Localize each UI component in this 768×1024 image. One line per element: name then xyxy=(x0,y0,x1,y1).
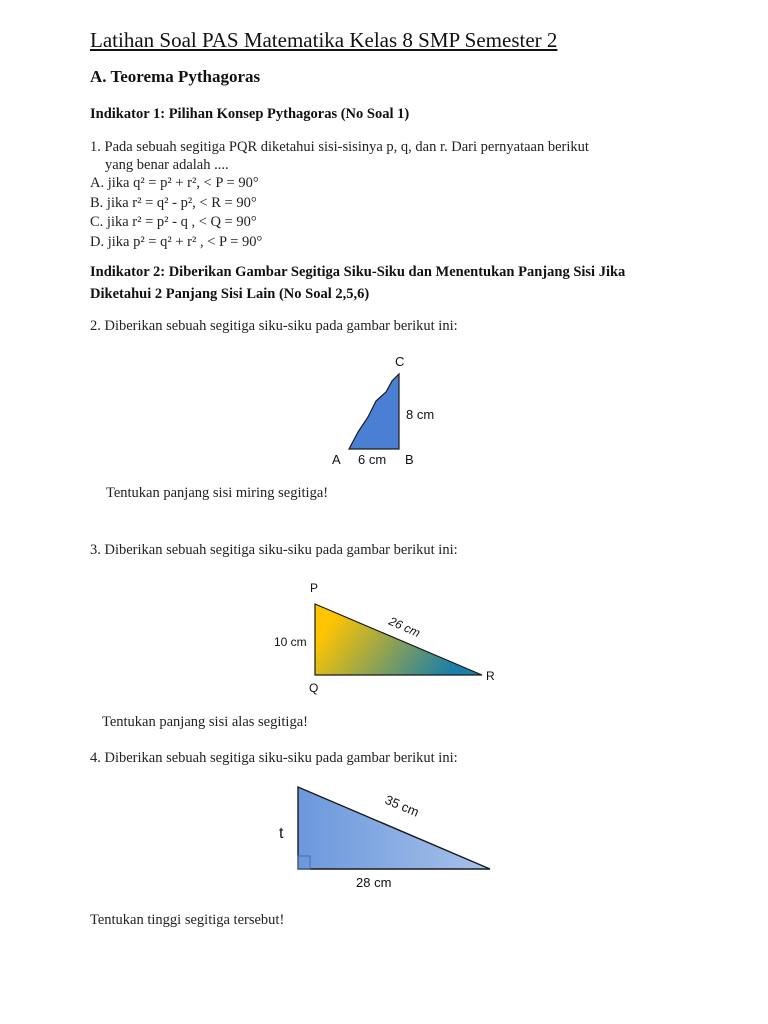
side-pq-label: 10 cm xyxy=(274,635,307,649)
question-4-prompt: Tentukan tinggi segitiga tersebut! xyxy=(90,912,285,928)
indikator-2-heading-line-1: Indikator 2: Diberikan Gambar Segitiga Siku-Siku dan Menentukan Panjang Sisi Jika xyxy=(90,264,626,280)
question-3-prompt: Tentukan panjang sisi alas segitiga! xyxy=(102,714,308,730)
document-title: Latihan Soal PAS Matematika Kelas 8 SMP Semester 2 xyxy=(90,28,558,52)
label-t: t xyxy=(279,825,284,842)
question-2-prompt: Tentukan panjang sisi miring segitiga! xyxy=(106,485,329,501)
side-base-label: 28 cm xyxy=(356,875,392,890)
indikator-1-heading: Indikator 1: Pilihan Konsep Pythagoras (No Soal 1) xyxy=(90,106,410,122)
side-pr-label: 26 cm xyxy=(386,613,423,641)
option-a: A. jika q² = p² + r², < P = 90° xyxy=(90,175,259,191)
question-2-text: 2. Diberikan sebuah segitiga siku-siku pada gambar berikut ini: xyxy=(90,318,458,334)
option-d: D. jika p² = q² + r² , < P = 90° xyxy=(90,233,263,250)
question-4-text: 4. Diberikan sebuah segitiga siku-siku pada gambar berikut ini: xyxy=(90,750,458,766)
question-1-line-1: 1. Pada sebuah segitiga PQR diketahui sisi-sisinya p, q, dan r. Dari pernyataan berikut xyxy=(90,139,589,155)
option-c: C. jika r² = p² - q , < Q = 90° xyxy=(90,214,257,230)
indikator-2-heading-line-2: Diketahui 2 Panjang Sisi Lain (No Soal 2,5,6) xyxy=(90,286,370,302)
label-a: A xyxy=(332,452,341,467)
label-b: B xyxy=(405,452,414,467)
question-1-line-2: yang benar adalah .... xyxy=(105,157,229,173)
label-r: R xyxy=(486,669,495,683)
label-c: C xyxy=(395,354,405,369)
side-hyp-label: 35 cm xyxy=(382,791,422,820)
label-q: Q xyxy=(309,681,319,695)
question-3-text: 3. Diberikan sebuah segitiga siku-siku pada gambar berikut ini: xyxy=(90,542,458,558)
side-bc-label: 8 cm xyxy=(406,407,435,422)
option-b: B. jika r² = q² - p², < R = 90° xyxy=(90,194,257,211)
section-heading: A. Teorema Pythagoras xyxy=(90,67,261,86)
side-ab-label: 6 cm xyxy=(358,452,387,467)
label-p: P xyxy=(310,581,319,595)
